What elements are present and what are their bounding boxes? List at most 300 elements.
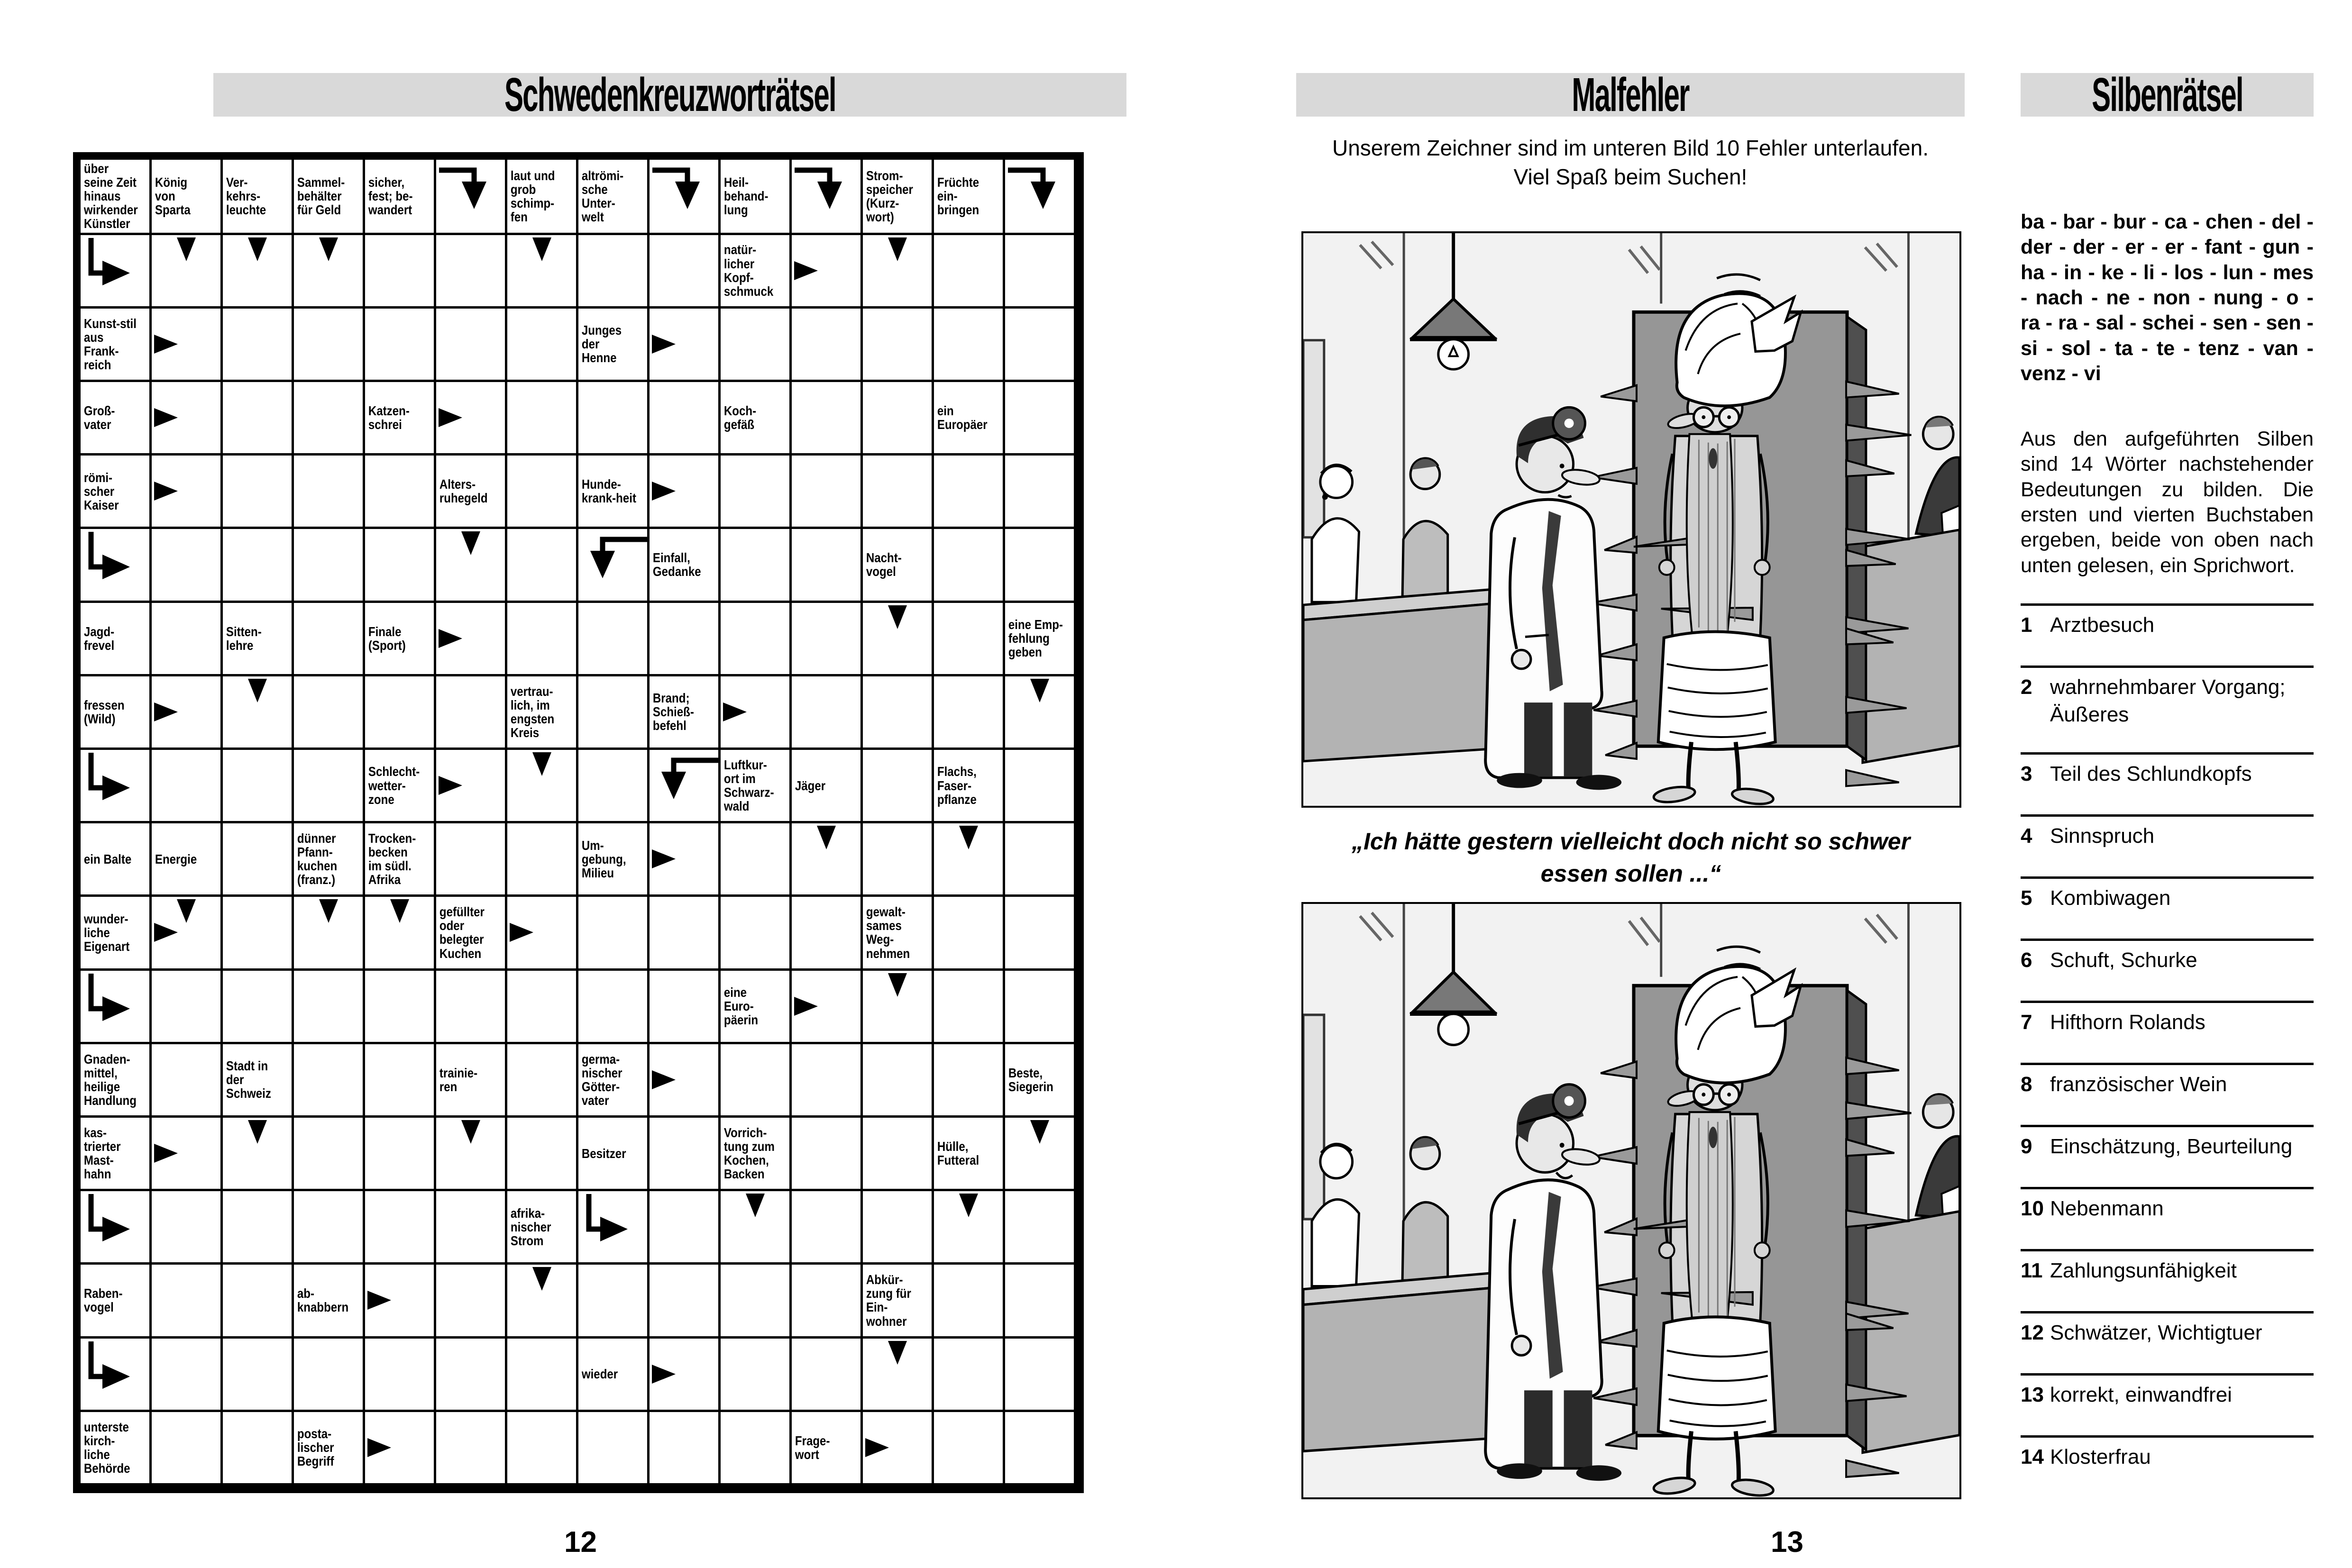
arrow-elbow-down-icon <box>576 532 647 589</box>
answer-cell-r16c5[interactable] <box>365 1265 436 1338</box>
answer-cell-r15c2[interactable] <box>152 1191 223 1265</box>
answer-cell-r17c1[interactable] <box>81 1339 152 1412</box>
answer-cell-r11c2[interactable] <box>152 897 223 970</box>
answer-cell-r4c14[interactable] <box>1005 382 1076 456</box>
answer-cell-r13c10[interactable] <box>721 1044 792 1118</box>
answer-cell-r18c3[interactable] <box>223 1412 294 1486</box>
clue-cell-r12c10 <box>721 971 792 1044</box>
answer-cell-r13c7[interactable] <box>507 1044 578 1118</box>
answer-cell-r15c11[interactable] <box>792 1191 863 1265</box>
clue-text: Junges der Henne <box>581 323 622 365</box>
silben-clue-text: Einschätzung, Beurteilung <box>2050 1135 2293 1158</box>
answer-cell-r7c4[interactable] <box>294 603 365 676</box>
answer-cell-r3c10[interactable] <box>721 309 792 382</box>
answer-cell-r1c14[interactable] <box>1005 160 1076 235</box>
answer-cell-r14c3[interactable] <box>223 1118 294 1191</box>
answer-cell-r6c2[interactable] <box>152 529 223 602</box>
silben-clue-13 <box>2021 1373 2314 1435</box>
answer-cell-r5c5[interactable] <box>365 456 436 529</box>
arrow-down-icon <box>1030 679 1049 702</box>
answer-cell-r11c8[interactable] <box>578 897 650 970</box>
answer-cell-r17c4[interactable] <box>294 1339 365 1412</box>
answer-cell-r13c2[interactable] <box>152 1044 223 1118</box>
clue-cell-r9c11 <box>792 750 863 823</box>
clue-cell-r1c2 <box>152 160 223 235</box>
answer-cell-r4c8[interactable] <box>578 382 650 456</box>
answer-cell-r13c9[interactable] <box>650 1044 721 1118</box>
answer-cell-r17c6[interactable] <box>436 1339 507 1412</box>
crossword-grid <box>73 152 1084 1493</box>
answer-cell-r15c4[interactable] <box>294 1191 365 1265</box>
answer-cell-r14c14[interactable] <box>1005 1118 1076 1191</box>
answer-cell-r2c13[interactable] <box>934 235 1005 309</box>
answer-cell-r3c13[interactable] <box>934 309 1005 382</box>
clue-cell-r1c1 <box>81 160 152 235</box>
answer-cell-r11c5[interactable] <box>365 897 436 970</box>
arrow-right-icon <box>367 1438 391 1457</box>
answer-cell-r18c7[interactable] <box>507 1412 578 1486</box>
answer-cell-r11c14[interactable] <box>1005 897 1076 970</box>
answer-cell-r9c2[interactable] <box>152 750 223 823</box>
clue-text: wieder <box>581 1367 618 1382</box>
answer-cell-r16c14[interactable] <box>1005 1265 1076 1338</box>
answer-cell-r9c1[interactable] <box>81 750 152 823</box>
clue-text: sicher, fest; be-wandert <box>368 175 413 218</box>
arrow-right-icon <box>652 482 676 501</box>
arrow-down-icon <box>248 679 267 702</box>
answer-cell-r9c4[interactable] <box>294 750 365 823</box>
answer-cell-r10c9[interactable] <box>650 823 721 897</box>
answer-cell-r5c4[interactable] <box>294 456 365 529</box>
answer-cell-r17c5[interactable] <box>365 1339 436 1412</box>
clue-text: Besitzer <box>581 1146 626 1161</box>
answer-cell-r1c11[interactable] <box>792 160 863 235</box>
clue-text: afrika-nischer Strom <box>510 1205 551 1248</box>
arrow-elbow-right-icon <box>83 753 140 814</box>
arrow-down-icon <box>1030 1120 1049 1144</box>
answer-cell-r17c14[interactable] <box>1005 1339 1076 1412</box>
clue-cell-r9c10 <box>721 750 792 823</box>
answer-cell-r8c2[interactable] <box>152 676 223 750</box>
arrow-right-icon <box>154 1144 178 1163</box>
answer-cell-r7c12[interactable] <box>863 603 934 676</box>
answer-cell-r12c9[interactable] <box>650 971 721 1044</box>
arrow-elbow-right-icon <box>83 238 140 300</box>
answer-cell-r7c7[interactable] <box>507 603 578 676</box>
cartoon-with-errors <box>1301 902 1961 1499</box>
answer-cell-r17c12[interactable] <box>863 1339 934 1412</box>
answer-cell-r11c7[interactable] <box>507 897 578 970</box>
clue-text: Jagd-frevel <box>83 624 115 653</box>
answer-cell-r15c5[interactable] <box>365 1191 436 1265</box>
silben-clue-9 <box>2021 1125 2314 1187</box>
silben-clue-text: Schwätzer, Wichtigtuer <box>2050 1321 2262 1344</box>
silben-clue-number: 10 <box>2021 1197 2044 1220</box>
answer-cell-r16c8[interactable] <box>578 1265 650 1338</box>
answer-cell-r10c6[interactable] <box>436 823 507 897</box>
arrow-right-icon <box>794 261 818 280</box>
answer-cell-r9c14[interactable] <box>1005 750 1076 823</box>
clue-cell-r14c10 <box>721 1118 792 1191</box>
answer-cell-r2c12[interactable] <box>863 235 934 309</box>
clue-text: Heil-behand-lung <box>723 175 769 218</box>
answer-cell-r13c11[interactable] <box>792 1044 863 1118</box>
answer-cell-r3c5[interactable] <box>365 309 436 382</box>
answer-cell-r18c13[interactable] <box>934 1412 1005 1486</box>
answer-cell-r15c9[interactable] <box>650 1191 721 1265</box>
answer-cell-r17c13[interactable] <box>934 1339 1005 1412</box>
answer-cell-r18c14[interactable] <box>1005 1412 1076 1486</box>
arrow-right-icon <box>367 1291 391 1310</box>
answer-cell-r17c7[interactable] <box>507 1339 578 1412</box>
answer-cell-r1c6[interactable] <box>436 160 507 235</box>
answer-cell-r6c13[interactable] <box>934 529 1005 602</box>
answer-cell-r12c14[interactable] <box>1005 971 1076 1044</box>
clue-cell-r16c12 <box>863 1265 934 1338</box>
answer-cell-r5c2[interactable] <box>152 456 223 529</box>
answer-cell-r18c12[interactable] <box>863 1412 934 1486</box>
answer-cell-r2c14[interactable] <box>1005 235 1076 309</box>
arrow-elbow-down-icon <box>647 753 718 810</box>
answer-cell-r2c7[interactable] <box>507 235 578 309</box>
answer-cell-r6c7[interactable] <box>507 529 578 602</box>
clue-cell-r7c5 <box>365 603 436 676</box>
answer-cell-r7c11[interactable] <box>792 603 863 676</box>
answer-cell-r2c1[interactable] <box>81 235 152 309</box>
answer-cell-r7c8[interactable] <box>578 603 650 676</box>
answer-cell-r8c3[interactable] <box>223 676 294 750</box>
clue-text: eine Emp-fehlung geben <box>1008 617 1063 660</box>
answer-cell-r5c3[interactable] <box>223 456 294 529</box>
clue-text: Früchte ein-bringen <box>937 175 979 218</box>
answer-cell-r11c13[interactable] <box>934 897 1005 970</box>
answer-cell-r12c3[interactable] <box>223 971 294 1044</box>
clue-text: trainie-ren <box>439 1065 478 1094</box>
answer-cell-r14c2[interactable] <box>152 1118 223 1191</box>
answer-cell-r15c10[interactable] <box>721 1191 792 1265</box>
answer-cell-r5c7[interactable] <box>507 456 578 529</box>
clue-text: ein Europäer <box>937 403 988 432</box>
answer-cell-r4c7[interactable] <box>507 382 578 456</box>
answer-cell-r4c4[interactable] <box>294 382 365 456</box>
answer-cell-r13c4[interactable] <box>294 1044 365 1118</box>
answer-cell-r3c11[interactable] <box>792 309 863 382</box>
answer-cell-r9c7[interactable] <box>507 750 578 823</box>
answer-cell-r16c10[interactable] <box>721 1265 792 1338</box>
answer-cell-r17c3[interactable] <box>223 1339 294 1412</box>
clue-cell-r16c4 <box>294 1265 365 1338</box>
answer-cell-r13c12[interactable] <box>863 1044 934 1118</box>
silben-clue-14 <box>2021 1435 2314 1497</box>
answer-cell-r15c14[interactable] <box>1005 1191 1076 1265</box>
answer-cell-r8c5[interactable] <box>365 676 436 750</box>
answer-cell-r4c6[interactable] <box>436 382 507 456</box>
answer-cell-r16c2[interactable] <box>152 1265 223 1338</box>
clue-text: Kunst-stil aus Frank-reich <box>83 316 137 372</box>
answer-cell-r16c7[interactable] <box>507 1265 578 1338</box>
clue-text: Strom-speicher (Kurz-wort) <box>866 168 913 224</box>
answer-cell-r7c10[interactable] <box>721 603 792 676</box>
clue-cell-r7c1 <box>81 603 152 676</box>
silben-clue-number: 5 <box>2021 886 2032 910</box>
answer-cell-r6c3[interactable] <box>223 529 294 602</box>
silben-clue-text: Hifthorn Rolands <box>2050 1011 2206 1034</box>
clue-text: Raben-vogel <box>83 1286 123 1315</box>
clue-text: gefüllter oder belegter Kuchen <box>439 904 485 961</box>
answer-cell-r15c1[interactable] <box>81 1191 152 1265</box>
clue-text: ein Balte <box>83 851 132 866</box>
answer-cell-r12c11[interactable] <box>792 971 863 1044</box>
answer-cell-r3c4[interactable] <box>294 309 365 382</box>
answer-cell-r16c9[interactable] <box>650 1265 721 1338</box>
answer-cell-r18c8[interactable] <box>578 1412 650 1486</box>
answer-cell-r8c10[interactable] <box>721 676 792 750</box>
answer-cell-r6c4[interactable] <box>294 529 365 602</box>
silben-clue-text: Kombiwagen <box>2050 886 2171 910</box>
answer-cell-r3c2[interactable] <box>152 309 223 382</box>
silben-clue-number: 11 <box>2021 1259 2043 1282</box>
answer-cell-r18c10[interactable] <box>721 1412 792 1486</box>
answer-cell-r2c11[interactable] <box>792 235 863 309</box>
arrow-elbow-down-icon <box>1008 163 1070 219</box>
answer-cell-r12c7[interactable] <box>507 971 578 1044</box>
answer-cell-r2c2[interactable] <box>152 235 223 309</box>
answer-cell-r17c9[interactable] <box>650 1339 721 1412</box>
malfehler-intro <box>1296 134 1965 191</box>
answer-cell-r7c13[interactable] <box>934 603 1005 676</box>
answer-cell-r12c2[interactable] <box>152 971 223 1044</box>
answer-cell-r5c9[interactable] <box>650 456 721 529</box>
clue-cell-r1c7 <box>507 160 578 235</box>
clue-text: Trocken-becken im südl. Afrika <box>368 831 416 887</box>
answer-cell-r9c8[interactable] <box>578 750 650 823</box>
answer-cell-r5c11[interactable] <box>792 456 863 529</box>
clue-cell-r3c8 <box>578 309 650 382</box>
answer-cell-r8c4[interactable] <box>294 676 365 750</box>
answer-cell-r11c9[interactable] <box>650 897 721 970</box>
answer-cell-r4c3[interactable] <box>223 382 294 456</box>
clue-cell-r13c14 <box>1005 1044 1076 1118</box>
arrow-elbow-right-icon <box>83 1194 140 1256</box>
clue-cell-r10c1 <box>81 823 152 897</box>
clue-text: dünner Pfann-kuchen (franz.) <box>297 831 338 887</box>
clue-text: Energie <box>155 851 197 866</box>
arrow-right-icon <box>652 1070 676 1089</box>
answer-cell-r11c11[interactable] <box>792 897 863 970</box>
clue-text: König von Sparta <box>155 175 191 218</box>
answer-cell-r3c12[interactable] <box>863 309 934 382</box>
answer-cell-r2c9[interactable] <box>650 235 721 309</box>
answer-cell-r8c6[interactable] <box>436 676 507 750</box>
answer-cell-r4c11[interactable] <box>792 382 863 456</box>
answer-cell-r15c8[interactable] <box>578 1191 650 1265</box>
answer-cell-r16c3[interactable] <box>223 1265 294 1338</box>
answer-cell-r10c14[interactable] <box>1005 823 1076 897</box>
answer-cell-r9c12[interactable] <box>863 750 934 823</box>
answer-cell-r11c3[interactable] <box>223 897 294 970</box>
clue-cell-r5c8 <box>578 456 650 529</box>
answer-cell-r9c3[interactable] <box>223 750 294 823</box>
answer-cell-r2c3[interactable] <box>223 235 294 309</box>
answer-cell-r12c12[interactable] <box>863 971 934 1044</box>
answer-cell-r8c11[interactable] <box>792 676 863 750</box>
answer-cell-r5c12[interactable] <box>863 456 934 529</box>
answer-cell-r14c11[interactable] <box>792 1118 863 1191</box>
clue-cell-r8c1 <box>81 676 152 750</box>
syllable-list: ba - bar - bur - ca - chen - del - der - der - er - er - fant - gun - ha - in - ke - li - los - lun - mes - nach - ne - non - nung - o - ra - ra - sal - schei - sen - sen - si - sol - ta - te - tenz - van - venz - vi <box>2021 210 2314 385</box>
answer-cell-r6c11[interactable] <box>792 529 863 602</box>
answer-cell-r16c11[interactable] <box>792 1265 863 1338</box>
arrow-down-icon <box>177 237 196 261</box>
silben-clue-12 <box>2021 1311 2314 1373</box>
malfehler-title: Malfehler <box>1572 68 1689 121</box>
answer-cell-r15c12[interactable] <box>863 1191 934 1265</box>
clue-cell-r8c9 <box>650 676 721 750</box>
arrow-down-icon <box>248 1120 267 1144</box>
answer-cell-r3c7[interactable] <box>507 309 578 382</box>
arrow-down-icon <box>319 237 338 261</box>
answer-cell-r8c14[interactable] <box>1005 676 1076 750</box>
answer-cell-r2c8[interactable] <box>578 235 650 309</box>
clue-cell-r9c13 <box>934 750 1005 823</box>
answer-cell-r12c6[interactable] <box>436 971 507 1044</box>
answer-cell-r4c12[interactable] <box>863 382 934 456</box>
silben-clue-number: 8 <box>2021 1073 2032 1096</box>
silben-clue-4 <box>2021 814 2314 876</box>
answer-cell-r7c6[interactable] <box>436 603 507 676</box>
answer-cell-r3c3[interactable] <box>223 309 294 382</box>
answer-cell-r10c13[interactable] <box>934 823 1005 897</box>
answer-cell-r12c5[interactable] <box>365 971 436 1044</box>
clue-cell-r1c13 <box>934 160 1005 235</box>
cartoon-drawing <box>1303 233 1959 806</box>
answer-cell-r7c2[interactable] <box>152 603 223 676</box>
answer-cell-r2c5[interactable] <box>365 235 436 309</box>
answer-cell-r6c14[interactable] <box>1005 529 1076 602</box>
answer-cell-r12c1[interactable] <box>81 971 152 1044</box>
answer-cell-r15c3[interactable] <box>223 1191 294 1265</box>
answer-cell-r15c13[interactable] <box>934 1191 1005 1265</box>
answer-cell-r14c9[interactable] <box>650 1118 721 1191</box>
answer-cell-r18c5[interactable] <box>365 1412 436 1486</box>
answer-cell-r8c13[interactable] <box>934 676 1005 750</box>
clue-text: Katzen-schrei <box>368 403 410 432</box>
silben-clue-number: 2 <box>2021 675 2032 699</box>
clue-cell-r14c13 <box>934 1118 1005 1191</box>
answer-cell-r9c9[interactable] <box>650 750 721 823</box>
answer-cell-r18c9[interactable] <box>650 1412 721 1486</box>
clue-text: Ver-kehrs-leuchte <box>226 175 266 218</box>
answer-cell-r16c13[interactable] <box>934 1265 1005 1338</box>
answer-cell-r4c2[interactable] <box>152 382 223 456</box>
answer-cell-r17c2[interactable] <box>152 1339 223 1412</box>
silben-clue-number: 6 <box>2021 948 2032 972</box>
answer-cell-r8c8[interactable] <box>578 676 650 750</box>
answer-cell-r18c2[interactable] <box>152 1412 223 1486</box>
clue-text: ab-knabbern <box>297 1286 349 1315</box>
answer-cell-r16c6[interactable] <box>436 1265 507 1338</box>
clue-text: Einfall, Gedanke <box>652 550 701 579</box>
answer-cell-r3c6[interactable] <box>436 309 507 382</box>
silbenraetsel-title: Silbenrätsel <box>2091 68 2243 121</box>
silben-clue-10 <box>2021 1187 2314 1249</box>
answer-cell-r7c9[interactable] <box>650 603 721 676</box>
answer-cell-r14c6[interactable] <box>436 1118 507 1191</box>
answer-cell-r14c4[interactable] <box>294 1118 365 1191</box>
answer-cell-r4c9[interactable] <box>650 382 721 456</box>
clue-text: Um-gebung, Milieu <box>581 838 626 880</box>
answer-cell-r6c6[interactable] <box>436 529 507 602</box>
clue-cell-r4c5 <box>365 382 436 456</box>
clue-text: Beste, Siegerin <box>1008 1065 1053 1094</box>
answer-cell-r11c10[interactable] <box>721 897 792 970</box>
answer-cell-r10c3[interactable] <box>223 823 294 897</box>
arrow-right-icon <box>439 408 462 427</box>
clue-text: unterste kirch-liche Behörde <box>83 1419 130 1476</box>
answer-cell-r11c4[interactable] <box>294 897 365 970</box>
answer-cell-r3c9[interactable] <box>650 309 721 382</box>
arrow-right-icon <box>439 776 462 795</box>
clue-text: wunder-liche Eigenart <box>83 911 130 954</box>
answer-cell-r12c4[interactable] <box>294 971 365 1044</box>
answer-cell-r1c9[interactable] <box>650 160 721 235</box>
answer-cell-r17c10[interactable] <box>721 1339 792 1412</box>
answer-cell-r8c12[interactable] <box>863 676 934 750</box>
answer-cell-r6c5[interactable] <box>365 529 436 602</box>
malfehler-intro-line2: Viel Spaß beim Suchen! <box>1513 164 1748 189</box>
answer-cell-r3c14[interactable] <box>1005 309 1076 382</box>
answer-cell-r2c4[interactable] <box>294 235 365 309</box>
answer-cell-r14c5[interactable] <box>365 1118 436 1191</box>
answer-cell-r14c7[interactable] <box>507 1118 578 1191</box>
arrow-down-icon <box>888 237 907 261</box>
answer-cell-r5c10[interactable] <box>721 456 792 529</box>
answer-cell-r15c6[interactable] <box>436 1191 507 1265</box>
answer-cell-r10c12[interactable] <box>863 823 934 897</box>
answer-cell-r13c5[interactable] <box>365 1044 436 1118</box>
answer-cell-r18c6[interactable] <box>436 1412 507 1486</box>
arrow-elbow-right-icon <box>83 1341 140 1403</box>
answer-cell-r9c6[interactable] <box>436 750 507 823</box>
answer-cell-r10c11[interactable] <box>792 823 863 897</box>
answer-cell-r13c13[interactable] <box>934 1044 1005 1118</box>
answer-cell-r6c8[interactable] <box>578 529 650 602</box>
answer-cell-r6c1[interactable] <box>81 529 152 602</box>
silben-clue-text: wahrnehmbarer Vorgang; Äußeres <box>2050 675 2286 726</box>
arrow-right-icon <box>439 629 462 648</box>
arrow-right-icon <box>154 408 178 427</box>
answer-cell-r5c13[interactable] <box>934 456 1005 529</box>
clue-text: Sitten-lehre <box>226 624 262 653</box>
answer-cell-r2c6[interactable] <box>436 235 507 309</box>
answer-cell-r12c8[interactable] <box>578 971 650 1044</box>
arrow-down-icon <box>888 1341 907 1365</box>
answer-cell-r14c12[interactable] <box>863 1118 934 1191</box>
clue-cell-r4c10 <box>721 382 792 456</box>
clue-cell-r18c4 <box>294 1412 365 1486</box>
answer-cell-r10c10[interactable] <box>721 823 792 897</box>
answer-cell-r10c7[interactable] <box>507 823 578 897</box>
answer-cell-r12c13[interactable] <box>934 971 1005 1044</box>
silben-clue-number: 13 <box>2021 1383 2044 1406</box>
answer-cell-r17c11[interactable] <box>792 1339 863 1412</box>
clue-text: Abkür-zung für Ein-wohner <box>866 1272 911 1329</box>
clue-text: Jäger <box>795 778 826 793</box>
clue-text: Finale (Sport) <box>368 624 406 653</box>
answer-cell-r6c10[interactable] <box>721 529 792 602</box>
answer-cell-r5c14[interactable] <box>1005 456 1076 529</box>
arrow-down-icon <box>532 752 551 776</box>
